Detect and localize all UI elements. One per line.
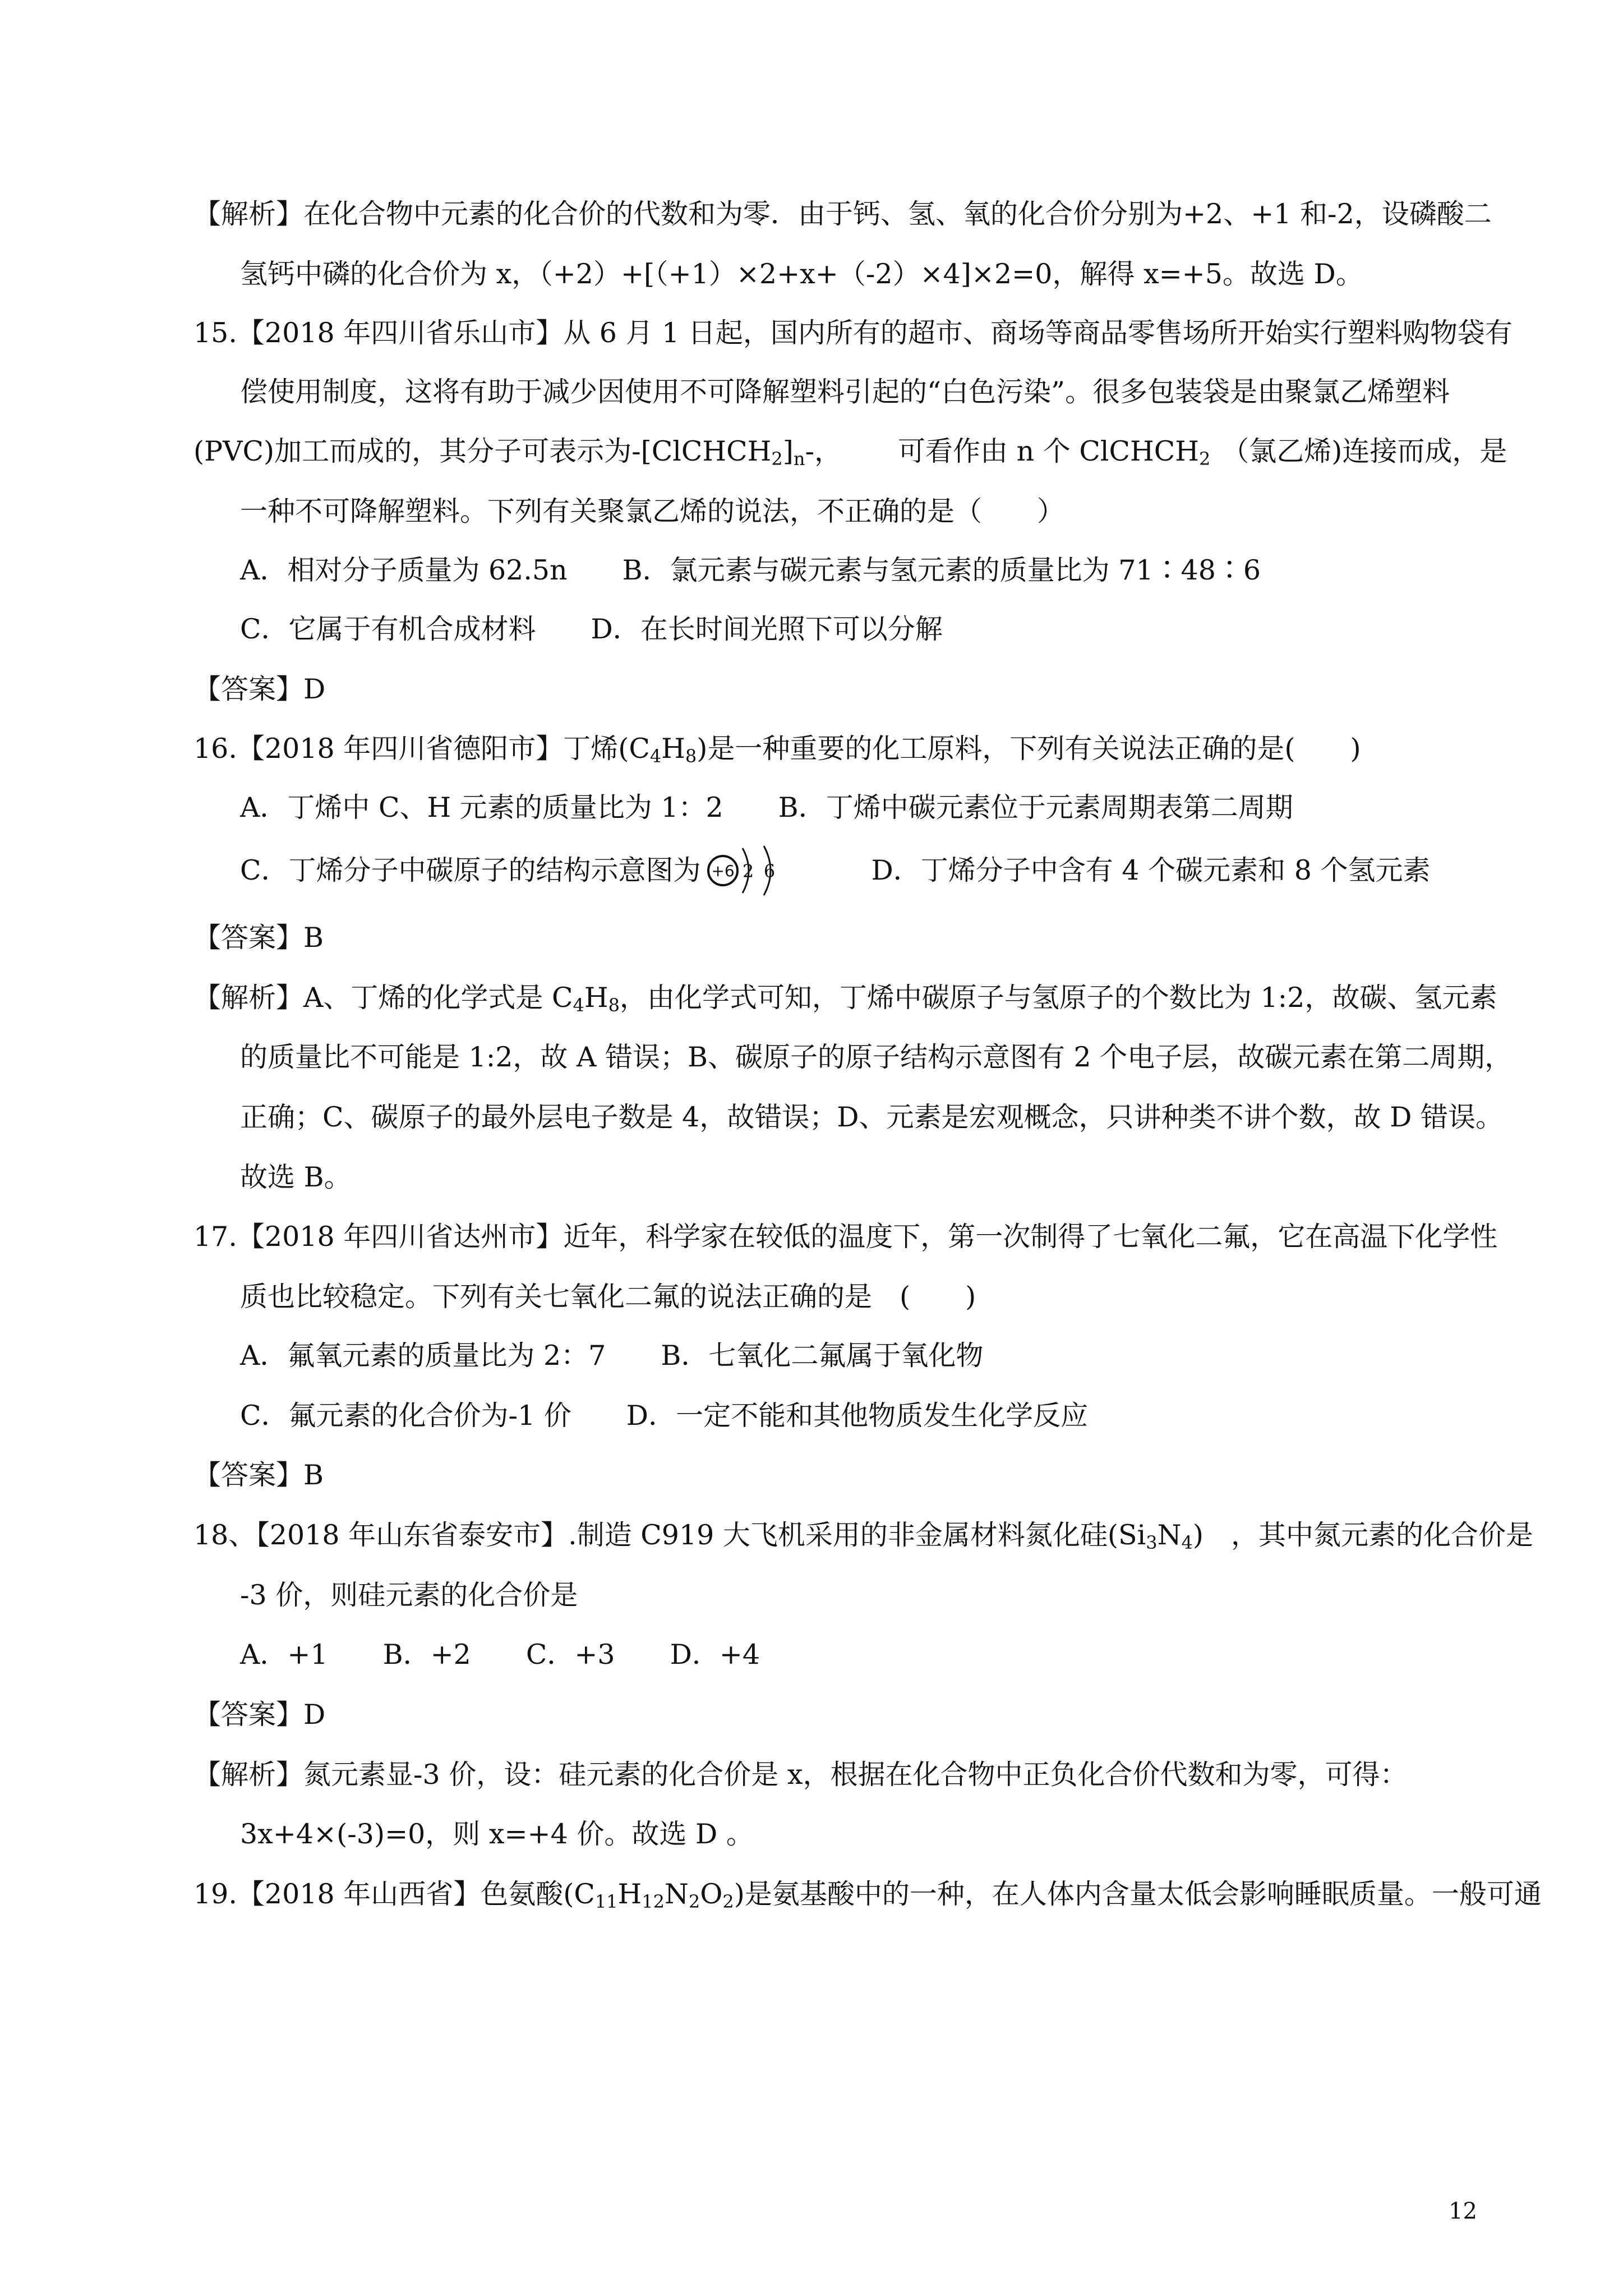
question-18-options: A．+1 B．+2 C．+3 D．+4 [240, 1639, 760, 1671]
question-16-options-cd: C．丁烯分子中碳原子的结构示意图为 +6 2 6 D．丁烯分子中含有 4 个碳元素和 8 个氢元素 [240, 853, 1430, 889]
analysis-16-line-3: 正确；C、碳原子的最外层电子数是 4，故错误；D、元素是宏观概念，只讲种类不讲个数，故 D 错误。 [240, 1101, 1503, 1133]
question-15-line-3: (PVC)加工而成的，其分子可表示为$-[ClCHCH_2]_n-$， 可看作由 n 个 ClCHCH$_2$ （氯乙烯)连接而成，是 [193, 435, 1507, 470]
question-16-answer: 【答案】B [193, 922, 324, 954]
analysis-14-line-2: 氢钙中磷的化合价为 x，（+2）+[（+1）×2+x+（-2）×4]×2=0，解得 x=+5。故选 D。 [240, 258, 1363, 290]
shell-1-electrons: 2 [742, 861, 754, 882]
nucleus-charge: +6 [711, 862, 735, 880]
question-18-line-1: 18、【2018 年山东省泰安市】.制造 C919 大飞机采用的非金属材料氮化硅$(Si_3N_4)$ ，其中氮元素的化合价是 [193, 1519, 1533, 1553]
question-17-line-2: 质也比较稳定。下列有关七氧化二氟的说法正确的是 ( ) [240, 1281, 976, 1313]
question-15-options-cd: C．它属于有机合成材料 D．在长时间光照下可以分解 [240, 613, 943, 645]
question-15-line-1: 15.【2018 年四川省乐山市】从 6 月 1 日起，国内所有的超市、商场等商品零售场所开始实行塑料购物袋有 [193, 317, 1513, 349]
analysis-16-line-4: 故选 B。 [240, 1161, 352, 1193]
question-17-options-cd: C．氟元素的化合价为-1 价 D．一定不能和其他物质发生化学反应 [240, 1400, 1089, 1432]
analysis-14-line-1: 【解析】在化合物中元素的化合价的代数和为零．由于钙、氢、氧的化合价分别为+2、+1 和-2，设磷酸二 [193, 198, 1492, 230]
question-18-answer: 【答案】D [193, 1699, 326, 1731]
question-16-stem: 16.【2018 年四川省德阳市】丁烯$(C_4H_8)$是一种重要的化工原料，下列有关说法正确的是( ) [193, 733, 1361, 767]
question-17-options-ab: A．氟氧元素的质量比为 2：7 B．七氧化二氟属于氧化物 [240, 1340, 984, 1372]
question-15-options-ab: A．相对分子质量为 62.5n B．氯元素与碳元素与氢元素的质量比为 71∶48∶6 [240, 554, 1261, 586]
question-18-line-2: -3 价，则硅元素的化合价是 [240, 1579, 578, 1611]
analysis-18-line-1: 【解析】氮元素显-3 价，设：硅元素的化合价是 x，根据在化合物中正负化合价代数和为零，可得： [193, 1759, 1408, 1791]
question-16-options-ab: A．丁烯中 C、H 元素的质量比为 1：2 B．丁烯中碳元素位于元素周期表第二周期 [240, 792, 1293, 823]
analysis-16-line-2: 的质量比不可能是 1:2，故 A 错误；B、碳原子的原子结构示意图有 2 个电子层，故碳元素在第二周期， [240, 1041, 1513, 1073]
analysis-16-line-1: 【解析】A、丁烯的化学式是 $C_4H_8$，由化学式可知，丁烯中碳原子与氢原子的个数比为 1:2，故碳、氢元素 [193, 982, 1497, 1016]
shell-2-electrons: 6 [763, 861, 775, 882]
question-15-line-2: 偿使用制度，这将有助于减少因使用不可降解塑料引起的“白色污染”。很多包装袋是由聚氯乙烯塑料 [240, 376, 1450, 408]
question-17-answer: 【答案】B [193, 1459, 324, 1491]
question-17-line-1: 17.【2018 年四川省达州市】近年，科学家在较低的温度下，第一次制得了七氧化二氟，它在高温下化学性 [193, 1221, 1498, 1253]
question-15-line-4: 一种不可降解塑料。下列有关聚氯乙烯的说法，不正确的是（ ） [240, 495, 1065, 527]
question-19-line-1: 19.【2018 年山西省】色氨酸$(C_{11}H_{12}N_2O_2)$是氨基酸中的一种，在人体内含量太低会影响睡眠质量。一般可通 [193, 1878, 1542, 1912]
carbon-atom-structure-diagram [703, 853, 787, 889]
page-number: 12 [1449, 2198, 1477, 2224]
question-15-answer: 【答案】D [193, 673, 326, 705]
analysis-18-line-2: 3x+4×(-3)=0，则 x=+4 价。故选 D 。 [240, 1818, 754, 1850]
